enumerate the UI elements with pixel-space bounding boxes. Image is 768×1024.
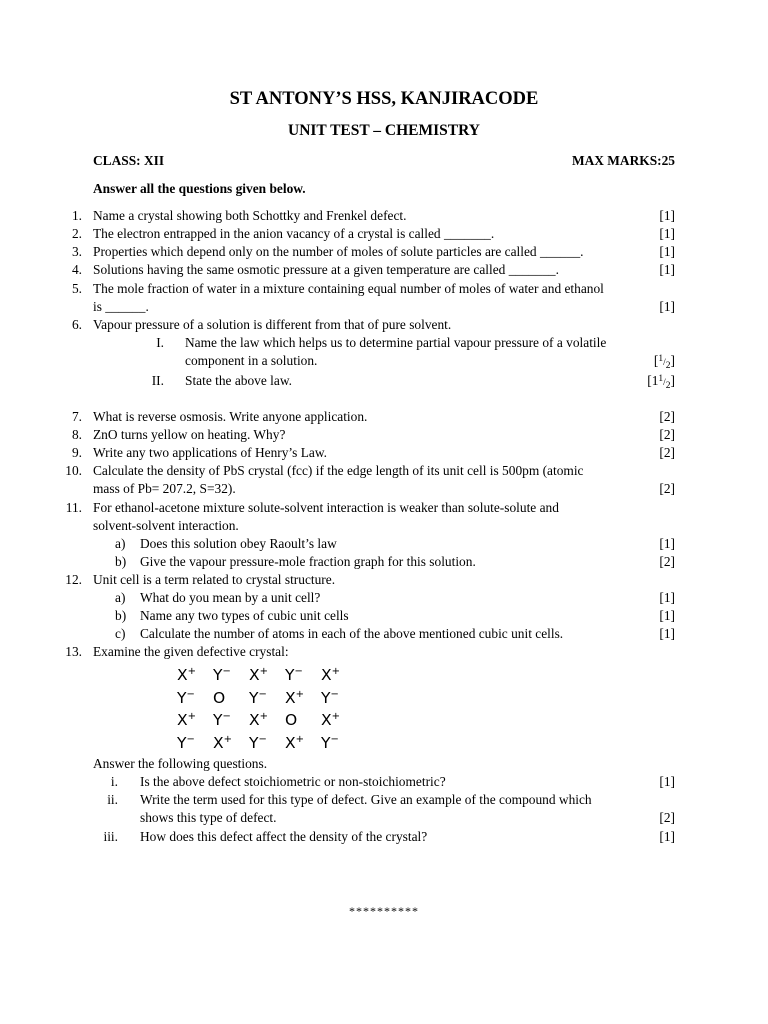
follow-instruction: Answer the following questions. [93,756,268,771]
question-text: What is reverse osmosis. Write anyone application. [93,409,368,424]
footer-stars: ********** [349,904,419,918]
question-marks: [1] [659,299,675,314]
crystal-site: Y− [249,733,267,752]
crystal-site: X+ [285,688,305,707]
crystal-site: Y− [213,711,231,730]
subquestion-letter: a) [115,590,126,605]
subquestion-text: What do you mean by a unit cell? [140,590,321,605]
question-number: 9. [71,445,82,460]
question-text: The electron entrapped in the anion vacancy of a crystal is called _______. [93,226,495,241]
subquestion-marks: $[^1/_2]$ [653,353,675,371]
question-marks: [1] [659,262,675,277]
subquestion-text: Name any two types of cubic unit cells [140,608,349,623]
subquestion-text: Does this solution obey Raoult’s law [140,536,337,551]
subquestion-text-line2: shows this type of defect. [140,810,277,825]
crystal-site: X+ [321,711,341,730]
question-number: 5. [71,281,82,296]
question-number: 11. [65,500,82,515]
question-text-line2: solvent-solvent interaction. [93,518,239,533]
question-text: Write any two applications of Henry’s Law. [93,445,327,460]
subquestion-text: Is the above defect stoichiometric or non-stoichiometric? [140,774,446,789]
question-number: 2. [71,226,82,241]
subquestion-marks: [1] [659,626,675,641]
subquestion-letter: b) [115,554,127,569]
crystal-site: Y− [177,688,195,707]
subquestion-letter: c) [115,626,126,641]
question-text-line1: Calculate the density of PbS crystal (fcc) if the edge length of its unit cell is 500pm (atomic [93,463,584,478]
subquestion-number: i. [110,774,118,789]
question-text-line1: The mole fraction of water in a mixture containing equal number of moles of water and ethanol [93,281,604,296]
crystal-site: O [213,688,226,707]
question-marks: [1] [659,226,675,241]
subquestion-marks: [1] [659,608,675,623]
question-number: 1. [71,208,82,223]
question-marks: [1] [659,208,675,223]
crystal-row [177,664,357,687]
crystal-site: O [285,711,298,730]
subquestion-number: II. [151,373,164,388]
question-text: Solutions having the same osmotic pressure at a given temperature are called _______. [93,262,559,277]
subquestion-text-line1: Write the term used for this type of defect. Give an example of the compound which [140,792,592,807]
subquestion-text: Calculate the number of atoms in each of the above mentioned cubic unit cells. [140,626,564,641]
crystal-row [177,687,357,710]
defective-crystal-grid [177,664,357,754]
question-number: 12. [65,572,82,587]
subquestion-marks: [2] [659,810,675,825]
question-text-line2: mass of Pb= 207.2, S=32). [93,481,236,496]
question-text: Name a crystal showing both Schottky and Frenkel defect. [93,208,407,223]
max-marks: MAX MARKS:25 [571,153,675,168]
question-marks: [2] [659,481,675,496]
crystal-site: Y− [177,733,195,752]
subquestion-text: How does this defect affect the density of the crystal? [140,829,428,844]
subquestion-number: ii. [107,792,118,807]
crystal-site: X+ [249,666,269,685]
crystal-site: X+ [285,733,305,752]
question-text: ZnO turns yellow on heating. Why? [93,427,286,442]
subquestion-text: State the above law. [185,373,292,388]
question-text-line1: For ethanol-acetone mixture solute-solvent interaction is weaker than solute-solute and [93,500,559,515]
crystal-site: X+ [177,666,197,685]
question-text-line2: is ______. [93,299,149,314]
question-marks: [2] [659,409,675,424]
question-text: Unit cell is a term related to crystal structure. [93,572,336,587]
question-text: Properties which depend only on the number of moles of solute particles are called ______. [93,244,584,259]
school-name: ST ANTONY’S HSS, KANJIRACODE [229,89,539,109]
subquestion-marks: [1] [659,536,675,551]
crystal-site: Y− [321,688,339,707]
question-marks: [2] [659,445,675,460]
subquestion-marks: [1] [659,590,675,605]
crystal-site: Y− [285,666,303,685]
subquestion-marks: [1] [659,774,675,789]
question-number: 4. [71,262,82,277]
crystal-row [177,732,357,755]
crystal-site: Y− [213,666,231,685]
subquestion-marks: [2] [659,554,675,569]
question-number: 3. [71,244,82,259]
question-number: 10. [65,463,82,478]
crystal-site: X+ [177,711,197,730]
question-text: Vapour pressure of a solution is different from that of pure solvent. [93,317,452,332]
subquestion-letter: a) [115,536,126,551]
question-number: 8. [71,427,82,442]
subquestion-text-line1: Name the law which helps us to determine partial vapour pressure of a volatile [185,335,607,350]
crystal-row [177,709,357,732]
class-label: CLASS: XII [93,153,165,168]
subquestion-text: Give the vapour pressure-mole fraction graph for this solution. [140,554,476,569]
subquestion-number: I. [156,335,164,350]
question-marks: [1] [659,244,675,259]
question-marks: [2] [659,427,675,442]
crystal-site: X+ [321,666,341,685]
subquestion-marks: $[1^1/_2]$ [647,373,675,391]
instruction: Answer all the questions given below. [93,181,306,196]
crystal-site: X+ [213,733,233,752]
question-text: Examine the given defective crystal: [93,644,289,659]
subquestion-text-line2: component in a solution. [185,353,318,368]
crystal-site: X+ [249,711,269,730]
question-number: 13. [65,644,82,659]
subquestion-number: iii. [103,829,118,844]
subquestion-letter: b) [115,608,127,623]
crystal-site: Y− [321,733,339,752]
question-number: 7. [71,409,82,424]
crystal-site: Y− [249,688,267,707]
test-title: UNIT TEST – CHEMISTRY [288,122,480,139]
question-number: 6. [71,317,82,332]
subquestion-marks: [1] [659,829,675,844]
